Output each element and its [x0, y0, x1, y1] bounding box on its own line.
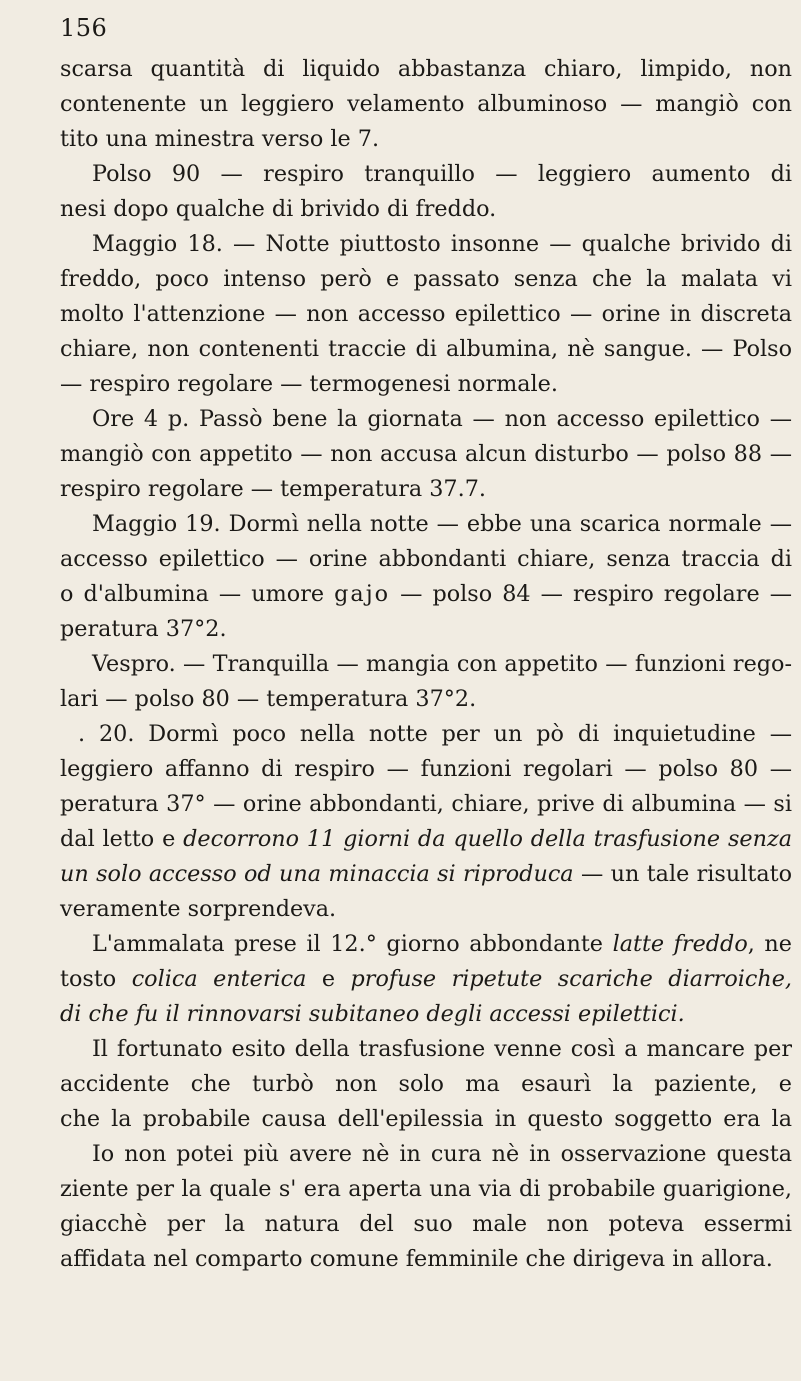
text-segment: che la probabile causa dell'epilessia in questo soggetto era la — [60, 1106, 792, 1132]
text-line — [60, 122, 792, 157]
italic-text: decorrono 11 giorni da quello della trasfusione senza — [183, 826, 792, 852]
text-segment: Maggio 19. Dormì nella notte — ebbe una scarica normale — — [92, 511, 792, 537]
text-segment: scarsa quantità di liquido abbastanza chiaro, limpido, non — [60, 56, 792, 82]
text-segment: — polso 84 — respiro regolare — — [400, 581, 792, 607]
text-line — [60, 1102, 792, 1137]
text-segment: peratura 37° — orine abbondanti, chiare, prive di albumina — si — [60, 791, 792, 817]
text-segment: freddo, poco intenso però e passato senza che la malata vi — [60, 266, 792, 292]
text-line — [60, 1207, 792, 1242]
text-segment: lari — polso 80 — temperatura 37°2. — [60, 686, 477, 712]
text-segment: giacchè per la natura del suo male non poteva essermi — [60, 1211, 792, 1237]
italic-text: colica enterica — [131, 966, 307, 992]
text-segment: chiare, non contenenti traccie di albumina, nè sangue. — Polso — [60, 336, 792, 362]
text-line — [60, 1172, 792, 1207]
text-segment: dal letto e — [60, 826, 184, 852]
italic-text: latte freddo — [612, 931, 748, 957]
text-line — [60, 52, 792, 87]
text-segment: — un tale risultato — [573, 861, 792, 887]
text-line — [60, 682, 792, 717]
text-segment: peratura 37°2. — [60, 616, 227, 642]
text-line — [60, 962, 792, 997]
italic-text: un solo accesso od una minaccia si riproduca — [60, 861, 574, 887]
text-segment: Vespro. — Tranquilla — mangia con appetito — funzioni rego- — [92, 651, 792, 677]
text-segment: nesi dopo qualche di brivido di freddo. — [60, 196, 497, 222]
text-segment: — respiro regolare — termogenesi normale. — [60, 371, 558, 397]
text-segment: Polso 90 — respiro tranquillo — leggiero aumento di — [92, 161, 792, 187]
text-line — [60, 892, 792, 927]
text-segment: tito una minestra verso le 7. — [60, 126, 380, 152]
italic-text: profuse ripetute scariche diarroiche, — [350, 966, 792, 992]
text-segment: Il fortunato esito della trasfusione venne così a mancare per — [92, 1036, 792, 1062]
text-segment: Ore 4 p. Passò bene la giornata — non accesso epilettico — — [92, 406, 792, 432]
text-line — [60, 717, 792, 752]
text-line — [60, 927, 792, 962]
text-line — [60, 297, 792, 332]
text-line — [60, 367, 792, 402]
text-line — [60, 227, 792, 262]
text-segment: accidente che turbò non solo ma esaurì la paziente, e — [60, 1071, 792, 1097]
text-segment: respiro regolare — temperatura 37.7. — [60, 476, 486, 502]
text-line — [60, 87, 792, 122]
text-segment: e — [306, 966, 351, 992]
text-segment: affidata nel comparto comune femminile che dirigeva in allora. — [60, 1246, 773, 1272]
text-line — [60, 1137, 792, 1172]
text-line — [60, 437, 792, 472]
page-number: 156 — [60, 14, 108, 42]
text-line — [60, 1032, 792, 1067]
text-segment: veramente sorprendeva. — [60, 896, 337, 922]
text-segment: leggiero affanno di respiro — funzioni regolari — polso 80 — — [60, 756, 792, 782]
text-segment: contenente un leggiero velamento albuminoso — mangiò con — [60, 91, 792, 117]
text-line — [60, 472, 792, 507]
text-segment: Io non potei più avere nè in cura nè in osservazione questa — [92, 1141, 792, 1167]
text-segment: molto l'attenzione — non accesso epilettico — orine in discreta — [60, 301, 792, 327]
text-segment: , ne — [747, 931, 792, 957]
text-segment: mangiò con appetito — non accusa alcun disturbo — polso 88 — — [60, 441, 792, 467]
italic-text: di che fu il rinnovarsi subitaneo degli accessi epilettici. — [60, 1001, 685, 1027]
text-segment: L'ammalata prese il 12.° giorno abbondante — [92, 931, 613, 957]
text-line — [60, 787, 792, 822]
text-line — [60, 577, 792, 612]
text-line — [60, 1242, 792, 1277]
text-line — [60, 997, 792, 1032]
text-line — [60, 507, 792, 542]
text-segment: Maggio 18. — Notte piuttosto insonne — qualche brivido di — [92, 231, 792, 257]
text-line — [60, 402, 792, 437]
text-line — [60, 1067, 792, 1102]
text-segment: accesso epilettico — orine abbondanti chiare, senza traccia di — [60, 546, 792, 572]
text-line — [60, 192, 792, 227]
text-line — [60, 752, 792, 787]
text-line — [60, 822, 792, 857]
text-line — [60, 332, 792, 367]
text-line — [60, 612, 792, 647]
text-segment: ziente per la quale s' era aperta una via di probabile guarigione, — [60, 1176, 792, 1202]
body-text — [60, 52, 792, 1277]
text-line — [60, 647, 792, 682]
text-segment: tosto — [60, 966, 132, 992]
text-segment: gajo — [334, 581, 391, 607]
text-line — [60, 542, 792, 577]
text-line — [60, 857, 792, 892]
text-line — [60, 157, 792, 192]
text-segment: o d'albumina — umore — [60, 581, 335, 607]
text-segment: . 20. Dormì poco nella notte per un pò di inquietudine — — [78, 721, 792, 747]
text-line — [60, 262, 792, 297]
